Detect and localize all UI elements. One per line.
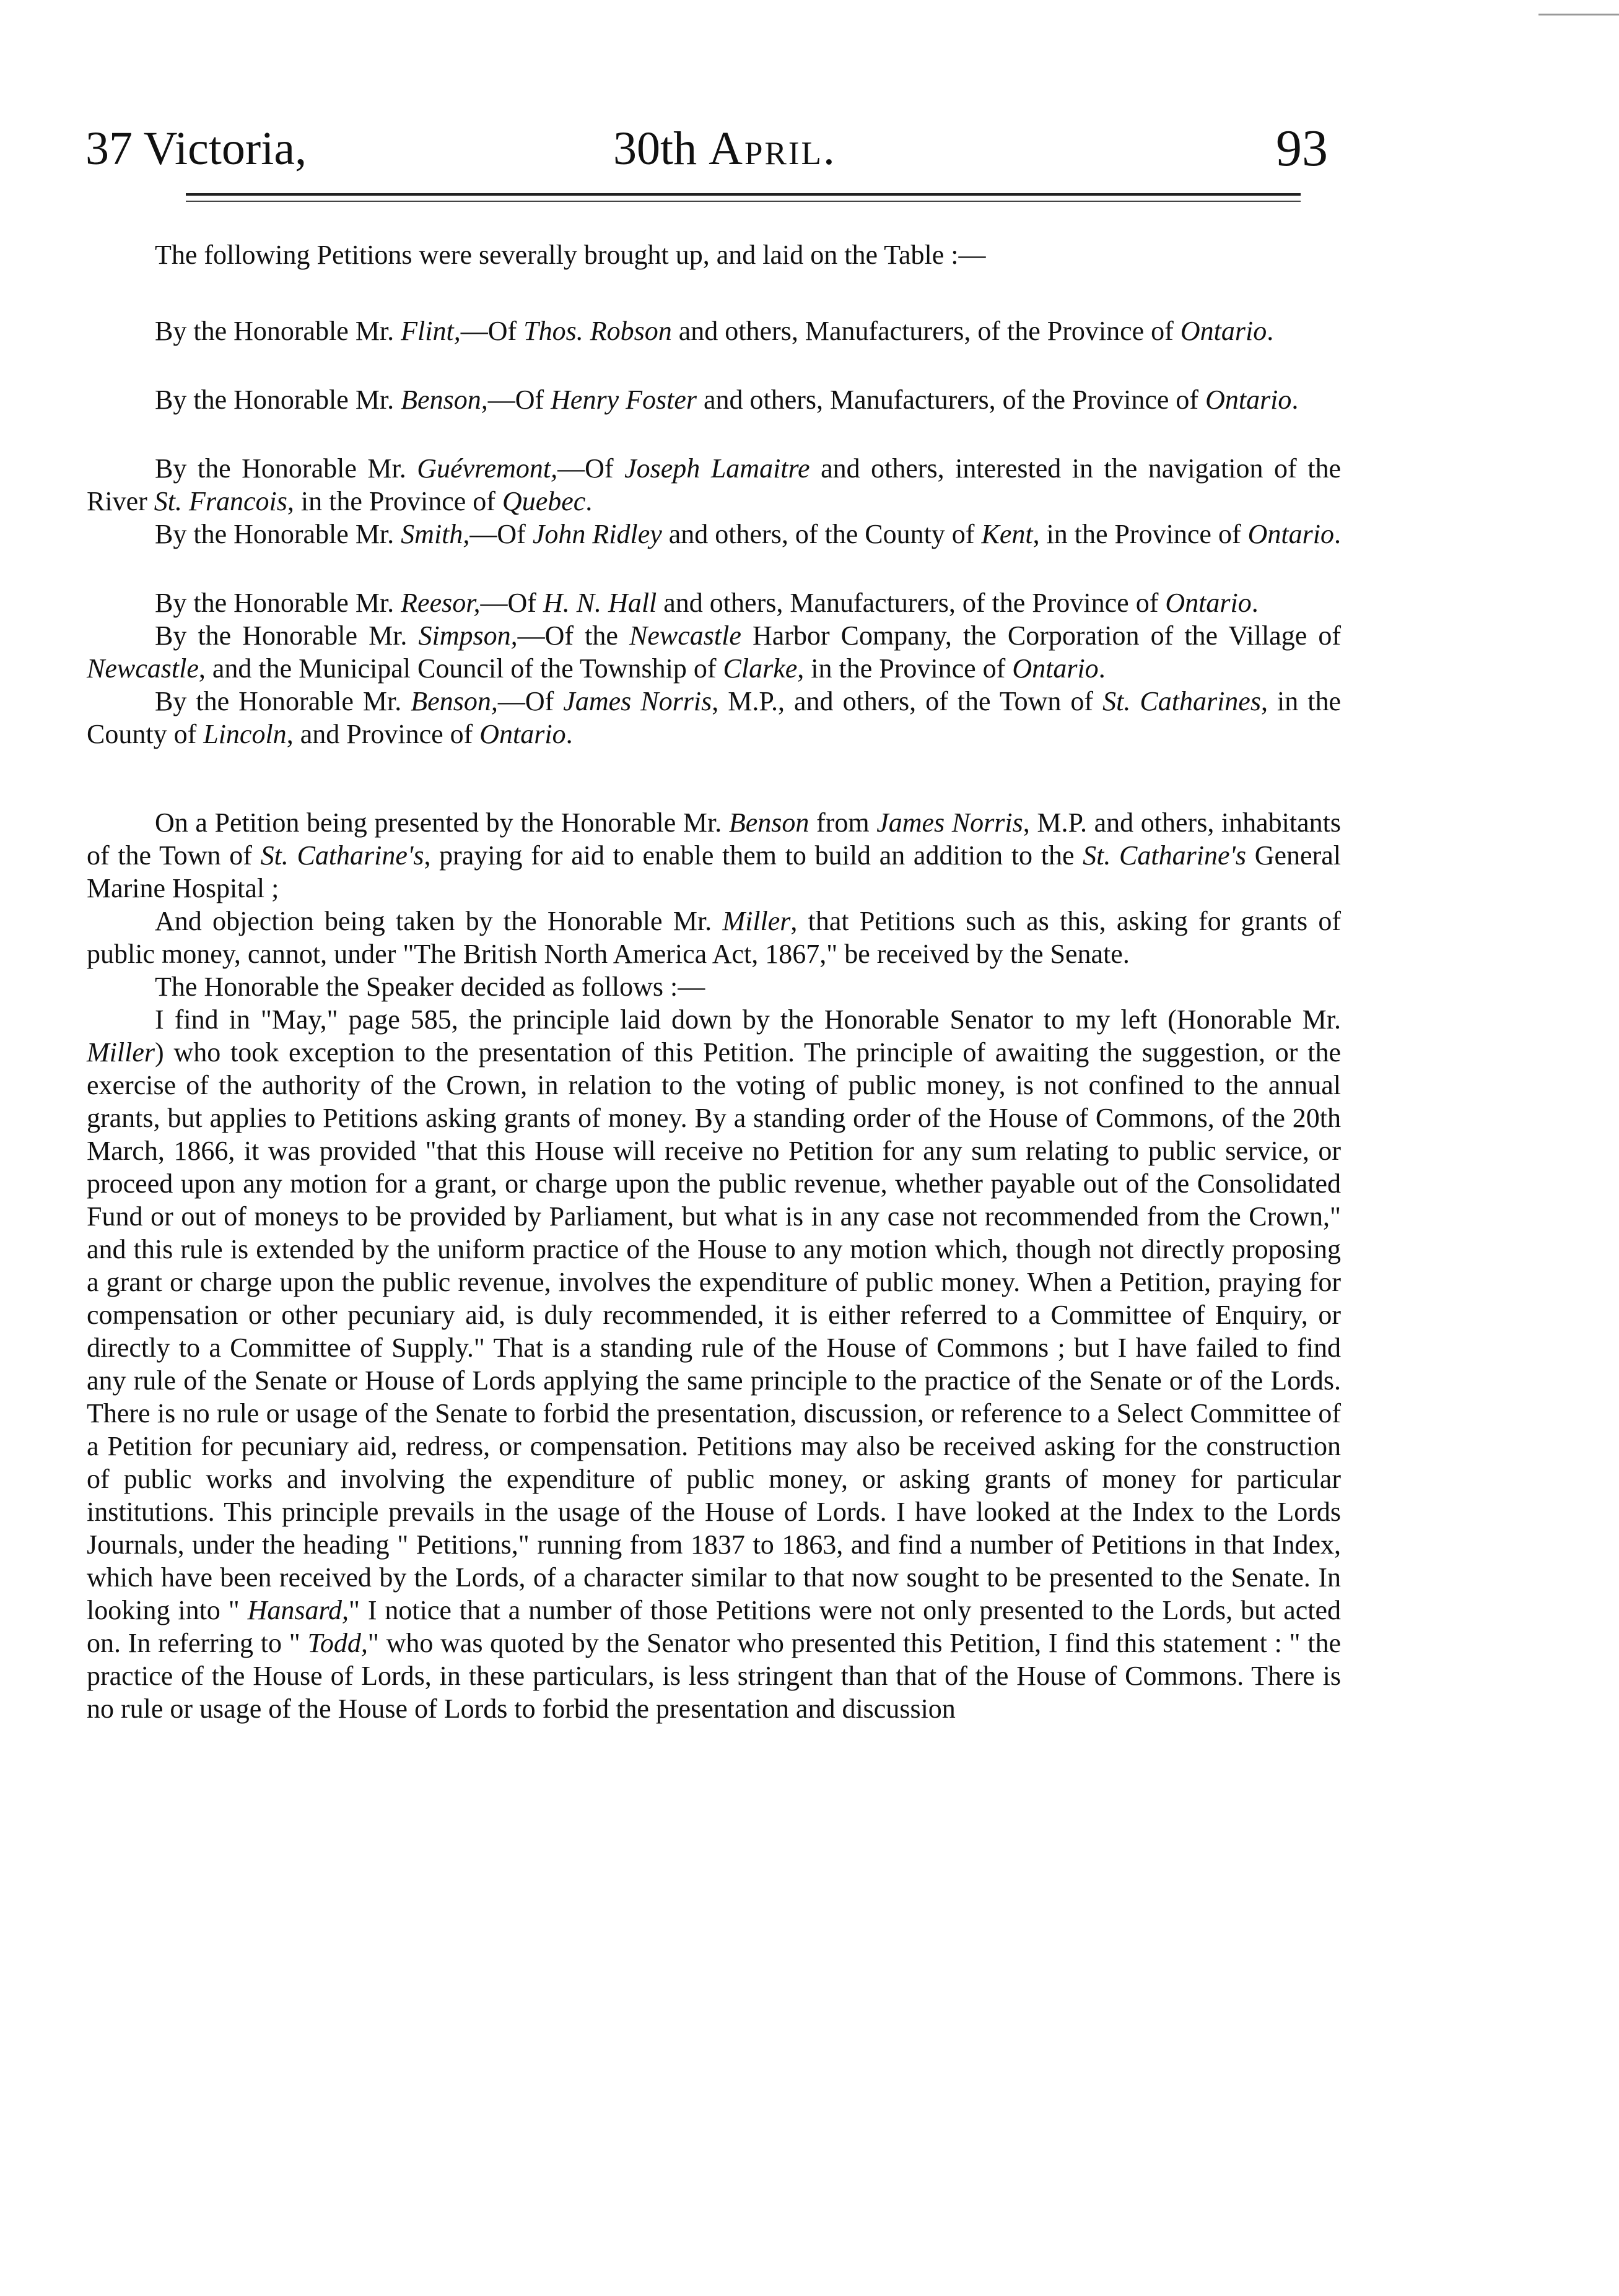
date-day: 30th (613, 123, 697, 175)
session-header: 37 Victoria, (85, 123, 307, 175)
page-number: 93 (1276, 120, 1328, 177)
petition-entry: By the Honorable Mr. Reesor,—Of H. N. Hall and others, Manufacturers, of the Province of Ontario. (155, 588, 1259, 618)
petition-entry: By the Honorable Mr. Benson,—Of James Norris, M.P., and others, of the Town of St. Catharines, in the County of Lincoln, and Province of Ontario. (87, 686, 1342, 749)
speaker-decided-line: The Honorable the Speaker decided as follows :— (155, 972, 705, 1002)
date-month: April. (709, 123, 837, 175)
speaker-decision-text: I find in "May," page 585, the principle laid down by the Honorable Senator to my left (Honorable Mr. Miller) who took exception to the presentation of this Petition. The principle of awaiting the suggestion, or the exercise of the authority of the Crown, in relation to the voting of public money, is not confined to the annual grants, but applies to Petitions asking grants of money. By a standing order of the House of Commons, of the 20th March, 1866, it was provided "that this House will receive no Petition for any sum relating to public service, or proceed upon any motion for a grant, or charge upon the public revenue, whether payable out of the Consolidated Fund or out of moneys to be provided by Parliament, but what is in any case not recommended from the Crown," and this rule is extended by the uniform practice of the House to any motion which, though not directly proposing a grant or charge upon the public revenue, involves the expenditure of public money. When a Petition, praying for compensation or other pecuniary aid, is duly recommended, it is either referred to a Committee of Enquiry, or directly to a Committee of Supply." That is a standing rule of the House of Commons ; but I have failed to find any rule of the Senate or House of Lords applying the same principle to the practice of the Senate or of the Lords. There is no rule or usage of the Senate to forbid the presentation, discussion, or reference to a Select Committee of a Petition for pecuniary aid, redress, or compensation. Petitions may also be received asking for the construction of public works and involving the expenditure of public money, or asking grants of money for particular institutions. This principle prevails in the usage of the House of Lords. I have looked at the Index to the Lords Journals, under the heading " Petitions," running from 1837 to 1863, and find a number of Petitions in that Index, which have been received by the Lords, of a character similar to that now sought to be presented to the Senate. In looking into " Hansard," I notice that a number of those Petitions were not only presented to the Lords, but acted on. In referring to " Todd," who was quoted by the Senator who presented this Petition, I find this statement : " the practice of the House of Lords, in these particulars, is less stringent than that of the House of Commons. There is no rule or usage of the House of Lords to forbid the presentation and discussion (87, 1004, 1342, 1724)
petition-entry: By the Honorable Mr. Guévremont,—Of Joseph Lamaitre and others, interested in the navigation of the River St. Francois, in the Province of Quebec. (87, 453, 1341, 516)
petition-entry: By the Honorable Mr. Benson,—Of Henry Foster and others, Manufacturers, of the Province of Ontario. (155, 385, 1299, 415)
objection-paragraph: And objection being taken by the Honorable Mr. Miller, that Petitions such as this, asking for grants of public money, cannot, under "The British North America Act, 1867," be received by the Senate. (87, 906, 1341, 969)
intro-text: The following Petitions were severally brought up, and laid on the Table :— (155, 240, 986, 270)
page-body (87, 238, 1341, 1725)
petition-entry: By the Honorable Mr. Smith,—Of John Ridley and others, of the County of Kent, in the Province of Ontario. (155, 519, 1341, 549)
petition-entry: By the Honorable Mr. Flint,—Of Thos. Robson and others, Manufacturers, of the Province of Ontario. (155, 316, 1274, 346)
header-rule (186, 193, 1301, 196)
header-rule-thin (186, 201, 1301, 202)
petition-presented-paragraph: On a Petition being presented by the Honorable Mr. Benson from James Norris, M.P. and others, inhabitants of the Town of St. Catharine's, praying for aid to enable them to build an addition to the St. Catharine's General Marine Hospital ; (87, 807, 1342, 903)
petition-entry: By the Honorable Mr. Simpson,—Of the Newcastle Harbor Company, the Corporation of the Village of Newcastle, and the Municipal Council of the Township of Clarke, in the Province of Ontario. (87, 620, 1341, 684)
scan-edge-line (1538, 14, 1619, 15)
date-header (613, 121, 837, 176)
